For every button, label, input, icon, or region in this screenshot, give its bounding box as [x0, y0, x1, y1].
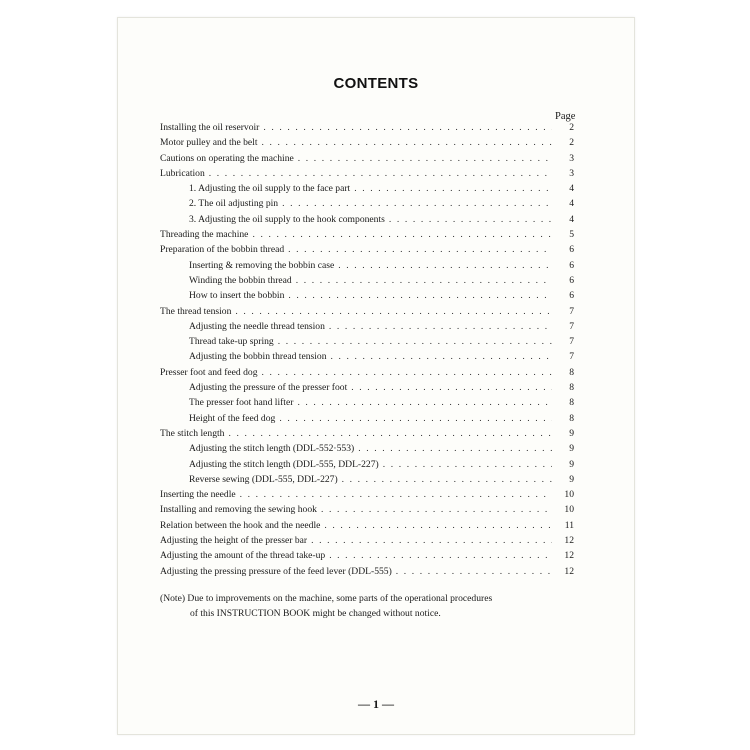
toc-leader-dots [209, 168, 552, 179]
toc-entry [160, 260, 574, 275]
toc-leader-dots [296, 275, 552, 286]
toc-entry-page: 10 [564, 504, 574, 516]
toc-entry [160, 566, 574, 581]
toc-entry-page: 6 [569, 290, 574, 302]
toc-entry [160, 122, 574, 137]
toc-entry-page: 4 [569, 183, 574, 195]
toc-entry-page: 2 [569, 122, 574, 133]
toc-entry-page: 8 [569, 382, 574, 394]
toc-entry [160, 367, 574, 382]
toc-entry-page: 8 [569, 412, 574, 424]
toc-leader-dots [354, 183, 552, 194]
toc-entry-page: 9 [569, 458, 574, 470]
toc-entry-page: 7 [569, 305, 574, 317]
toc-entry-label: Adjusting the bobbin thread tension [189, 351, 327, 363]
toc-entry [160, 550, 574, 565]
toc-leader-dots [329, 550, 552, 561]
toc-entry [160, 443, 574, 458]
toc-entry-page: 9 [569, 443, 574, 455]
toc-entry-page: 3 [569, 167, 574, 179]
toc-leader-dots [240, 489, 552, 500]
toc-leader-dots [262, 367, 552, 378]
toc-leader-dots [282, 198, 552, 209]
toc-leader-dots [321, 504, 552, 515]
toc-entry-page: 6 [569, 259, 574, 271]
toc-leader-dots [279, 413, 552, 424]
toc-entry-label: Inserting the needle [160, 489, 236, 501]
toc-entry-label: Cautions on operating the machine [160, 152, 294, 164]
toc-entry-label: Motor pulley and the belt [160, 137, 258, 149]
table-of-contents [160, 122, 574, 581]
toc-entry [160, 489, 574, 504]
toc-entry-label: Adjusting the amount of the thread take-up [160, 550, 326, 562]
toc-entry [160, 382, 574, 397]
toc-entry [160, 168, 574, 183]
toc-entry [160, 275, 574, 290]
toc-entry-page: 8 [569, 366, 574, 378]
toc-entry-page: 7 [569, 336, 574, 348]
toc-leader-dots [252, 229, 552, 240]
toc-entry-label: 1. Adjusting the oil supply to the face part [189, 183, 351, 195]
toc-entry-page: 12 [564, 550, 574, 562]
toc-entry [160, 290, 574, 305]
note-line-2: of this INSTRUCTION BOOK might be changed without notice. [190, 608, 441, 619]
toc-leader-dots [329, 321, 552, 332]
toc-entry-page: 2 [569, 137, 574, 149]
note-line-1: (Note) Due to improvements on the machine, some parts of the operational procedures [160, 593, 493, 604]
toc-entry-page: 4 [569, 213, 574, 225]
toc-leader-dots [351, 382, 552, 393]
toc-leader-dots [263, 122, 552, 133]
toc-entry [160, 183, 574, 198]
toc-leader-dots [235, 306, 552, 317]
toc-leader-dots [288, 244, 552, 255]
toc-entry [160, 351, 574, 366]
toc-entry [160, 459, 574, 474]
toc-entry [160, 535, 574, 550]
toc-entry-label: Winding the bobbin thread [189, 274, 292, 286]
toc-entry-label: The thread tension [160, 305, 232, 317]
contents-title: CONTENTS [333, 75, 419, 92]
toc-entry-label: Adjusting the needle thread tension [189, 320, 325, 332]
toc-leader-dots [262, 137, 552, 148]
toc-entry-label: Height of the feed dog [189, 412, 276, 424]
toc-entry-label: Inserting & removing the bobbin case [189, 259, 335, 271]
toc-entry-label: Adjusting the pressing pressure of the feed lever (DDL-555) [160, 565, 392, 577]
document-page [117, 17, 635, 735]
toc-entry-page: 12 [564, 565, 574, 577]
toc-entry-label: Lubrication [160, 167, 205, 179]
toc-entry [160, 198, 574, 213]
toc-entry [160, 214, 574, 229]
toc-entry-page: 9 [569, 473, 574, 485]
toc-entry-label: Adjusting the pressure of the presser foot [189, 382, 348, 394]
toc-entry [160, 474, 574, 489]
page-column-header: Page [555, 111, 576, 122]
toc-entry [160, 504, 574, 519]
toc-entry [160, 321, 574, 336]
toc-leader-dots [338, 260, 552, 271]
toc-entry [160, 428, 574, 443]
toc-entry-label: Preparation of the bobbin thread [160, 244, 285, 256]
toc-entry-page: 9 [569, 427, 574, 439]
toc-entry-label: Relation between the hook and the needle [160, 519, 321, 531]
toc-entry-page: 3 [569, 152, 574, 164]
toc-entry-label: 2. The oil adjusting pin [189, 198, 279, 210]
toc-entry-page: 6 [569, 274, 574, 286]
toc-entry-page: 8 [569, 397, 574, 409]
toc-entry-label: Threading the machine [160, 229, 249, 241]
toc-leader-dots [311, 535, 552, 546]
toc-entry-label: The presser foot hand lifter [189, 397, 294, 409]
toc-leader-dots [278, 336, 552, 347]
toc-leader-dots [298, 153, 552, 164]
toc-entry-page: 4 [569, 198, 574, 210]
page-number: — 1 — [358, 697, 394, 711]
toc-entry-label: Adjusting the height of the presser bar [160, 535, 308, 547]
note [160, 591, 580, 621]
toc-leader-dots [331, 351, 553, 362]
toc-entry-page: 11 [564, 519, 574, 531]
toc-entry-page: 7 [569, 351, 574, 363]
toc-leader-dots [228, 428, 552, 439]
toc-entry-label: Installing and removing the sewing hook [160, 504, 317, 516]
toc-leader-dots [358, 443, 552, 454]
toc-entry-page: 10 [564, 489, 574, 501]
toc-entry [160, 336, 574, 351]
toc-entry-label: Adjusting the stitch length (DDL-552·553) [189, 443, 355, 455]
toc-entry-label: The stitch length [160, 427, 225, 439]
toc-leader-dots [383, 459, 552, 470]
toc-leader-dots [288, 290, 552, 301]
toc-leader-dots [324, 520, 552, 531]
toc-entry [160, 229, 574, 244]
toc-entry-label: Reverse sewing (DDL-555, DDL-227) [189, 473, 338, 485]
toc-entry [160, 413, 574, 428]
toc-entry-page: 5 [569, 229, 574, 241]
toc-entry-label: Installing the oil reservoir [160, 122, 260, 133]
toc-entry-page: 7 [569, 320, 574, 332]
toc-entry-page: 12 [564, 535, 574, 547]
toc-leader-dots [297, 397, 552, 408]
toc-entry [160, 306, 574, 321]
toc-entry-label: Thread take-up spring [189, 336, 274, 348]
toc-entry-page: 6 [569, 244, 574, 256]
toc-entry [160, 153, 574, 168]
toc-leader-dots [389, 214, 552, 225]
toc-leader-dots [396, 566, 552, 577]
toc-entry-label: 3. Adjusting the oil supply to the hook components [189, 213, 385, 225]
toc-entry-label: Presser foot and feed dog [160, 366, 258, 378]
toc-entry [160, 137, 574, 152]
toc-entry-label: Adjusting the stitch length (DDL-555, DDL-227) [189, 458, 379, 470]
toc-entry-label: How to insert the bobbin [189, 290, 285, 302]
toc-entry [160, 520, 574, 535]
toc-entry [160, 244, 574, 259]
toc-leader-dots [342, 474, 552, 485]
toc-entry [160, 397, 574, 412]
